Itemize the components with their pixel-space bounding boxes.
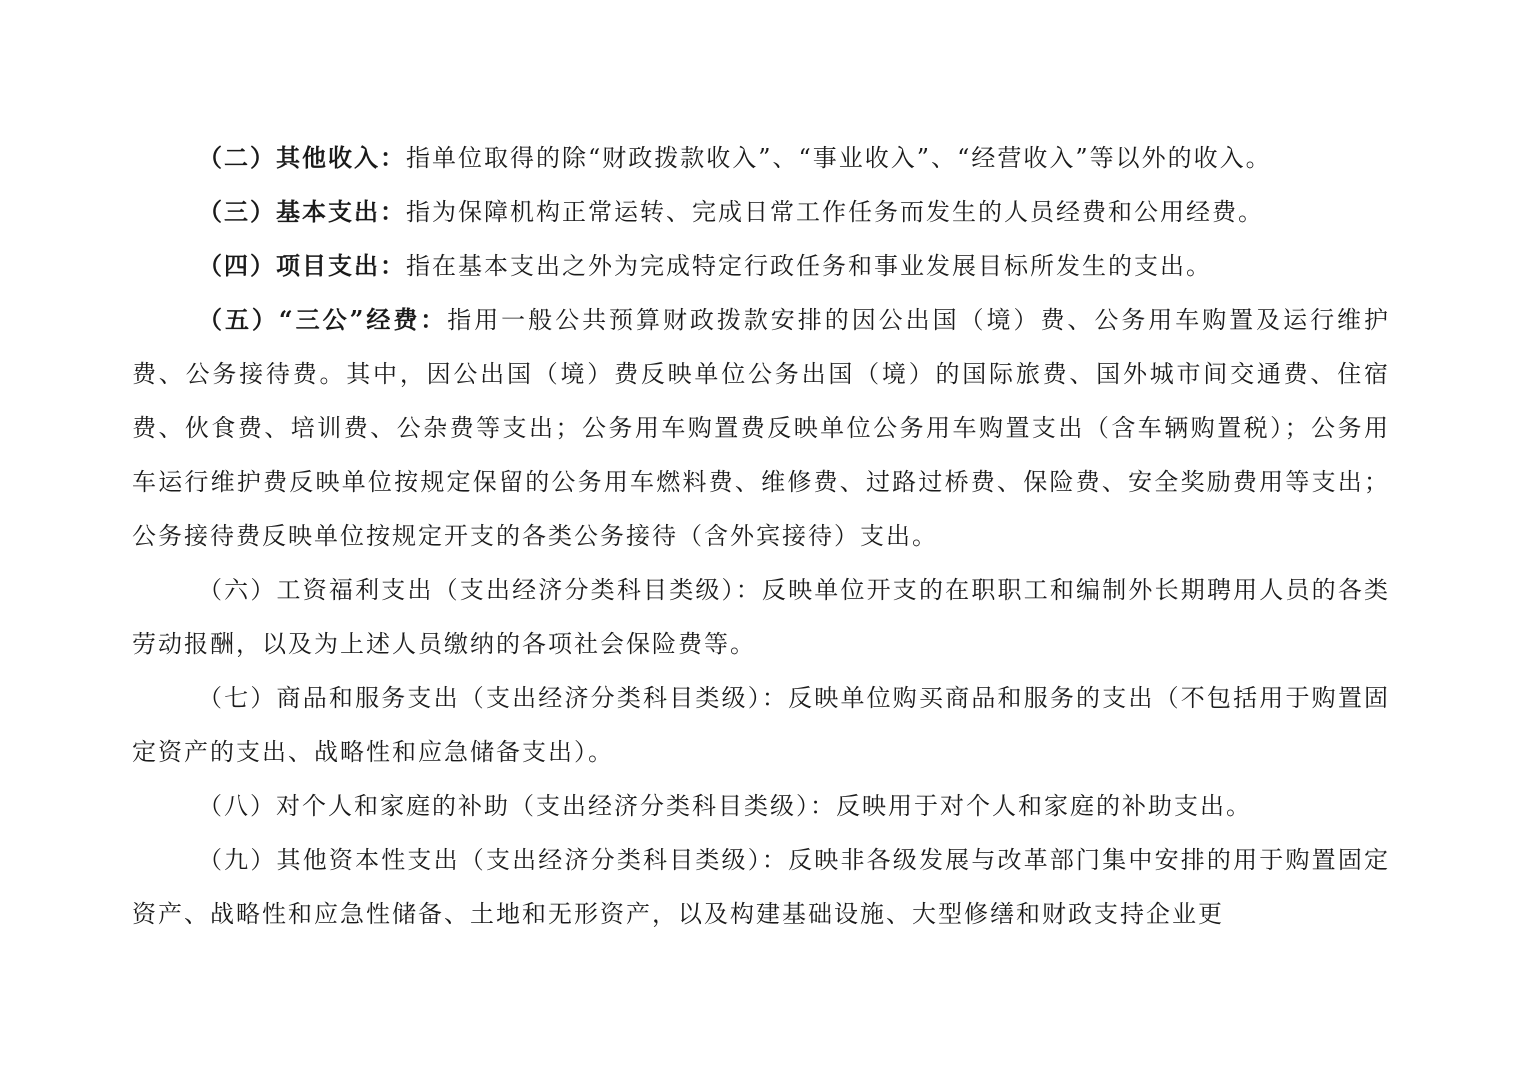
paragraph-wages-welfare <box>132 563 1390 671</box>
paragraph-term: （九）其他资本性支出（支出经济分类科目类级）： <box>198 846 789 874</box>
paragraph-body: 反映用于对个人和家庭的补助支出。 <box>836 792 1252 820</box>
paragraph-other-income <box>132 131 1390 185</box>
paragraph-body: 指用一般公共预算财政拨款安排的因公出国（境）费、公务用车购置及运行维护费、公务接待费。其中，因公出国（境）费反映单位公务出国（境）的国际旅费、国外城市间交通费、住宿费、伙食费、培训费、公杂费等支出；公务用车购置费反映单位公务用车购置支出（含车辆购置税）；公务用车运行维护费反映单位按规定保留的公务用车燃料费、维修费、过路过桥费、保险费、安全奖励费用等支出；公务接待费反映单位按规定开支的各类公务接待（含外宾接待）支出。 <box>132 306 1391 550</box>
paragraph-term: （二）其他收入： <box>198 143 406 172</box>
paragraph-goods-services <box>132 671 1390 779</box>
paragraph-basic-expenditure <box>132 185 1390 239</box>
paragraph-term: （四）项目支出： <box>198 251 406 280</box>
paragraph-body: 指为保障机构正常运转、完成日常工作任务而发生的人员经费和公用经费。 <box>406 198 1264 226</box>
paragraph-term: （三）基本支出： <box>198 197 406 226</box>
paragraph-body: 反映非各级发展与改革部门集中安排的用于购置固定资产、战略性和应急性储备、土地和无形资产，以及构建基础设施、大型修缮和财政支持企业更 <box>132 846 1391 928</box>
paragraph-subsidies-individuals <box>132 779 1390 833</box>
document-body <box>132 131 1390 941</box>
paragraph-body: 指单位取得的除“财政拨款收入”、“事业收入”、“经营收入”等以外的收入。 <box>406 144 1272 172</box>
paragraph-body: 反映单位开支的在职职工和编制外长期聘用人员的各类劳动报酬，以及为上述人员缴纳的各项社会保险费等。 <box>132 576 1391 658</box>
paragraph-term: （五）“三公”经费： <box>198 305 448 334</box>
paragraph-term: （七）商品和服务支出（支出经济分类科目类级）： <box>198 684 789 712</box>
paragraph-project-expenditure <box>132 239 1390 293</box>
paragraph-other-capital <box>132 833 1390 941</box>
paragraph-three-public-expenses <box>132 293 1390 563</box>
paragraph-term: （八）对个人和家庭的补助（支出经济分类科目类级）： <box>198 792 836 820</box>
paragraph-body: 指在基本支出之外为完成特定行政任务和事业发展目标所发生的支出。 <box>406 252 1212 280</box>
paragraph-body: 反映单位购买商品和服务的支出（不包括用于购置固定资产的支出、战略性和应急储备支出）。 <box>132 684 1391 766</box>
paragraph-term: （六）工资福利支出（支出经济分类科目类级）： <box>198 576 762 604</box>
